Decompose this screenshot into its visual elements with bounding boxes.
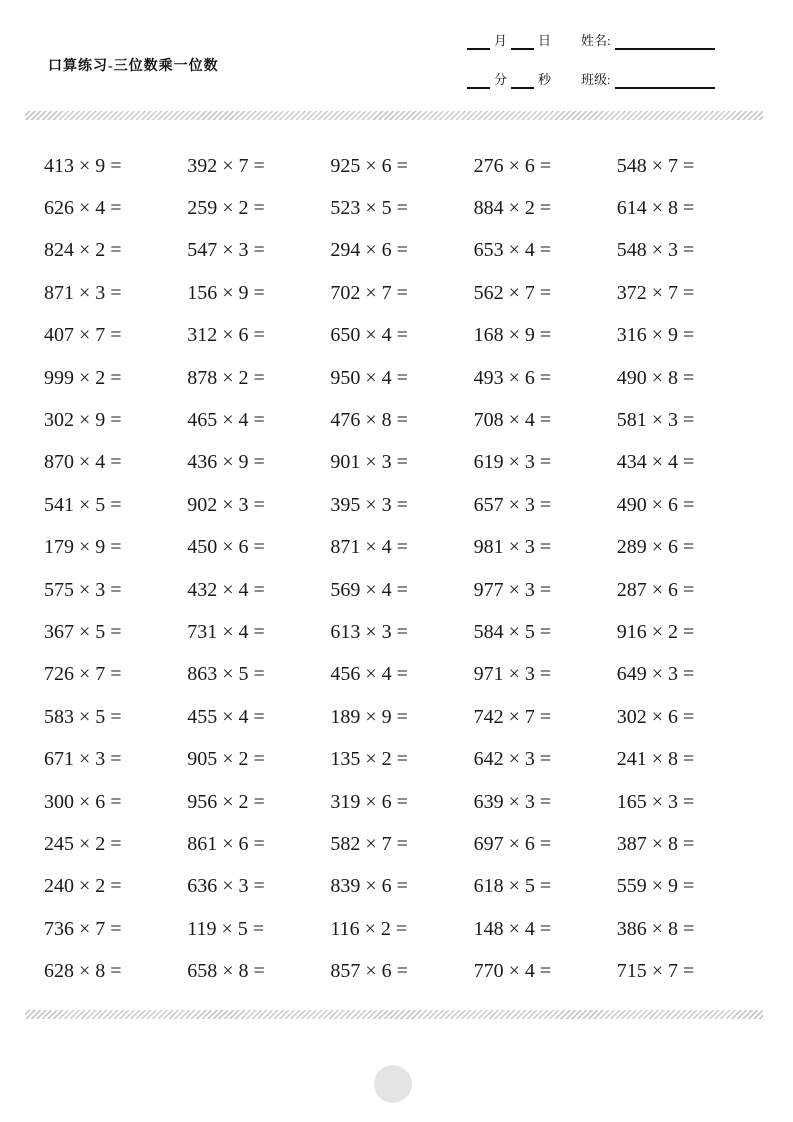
problem-cell: 465 × 4 = [187,409,265,432]
problem-cell: 861 × 6 = [187,832,265,855]
problem-cell: 319 × 6 = [330,790,408,813]
month-label: 月 [494,33,508,48]
minute-blank [467,75,490,89]
problem-cell: 971 × 3 = [473,663,552,686]
problem-cell: 165 × 3 = [616,790,695,813]
problem-cell: 287 × 6 = [616,578,695,601]
problem-cell: 179 × 9 = [44,536,122,559]
problem-cell: 407 × 7 = [44,324,122,347]
name-blank [615,36,715,50]
top-hatched-divider [25,111,763,120]
problem-cell: 742 × 7 = [473,705,552,728]
problem-cell: 569 × 4 = [330,578,408,601]
problem-cell: 870 × 4 = [44,451,122,474]
problem-cell: 618 × 5 = [473,875,552,898]
second-blank [511,75,534,89]
problem-cell: 302 × 6 = [616,705,695,728]
problem-cell: 671 × 3 = [44,748,122,771]
problem-cell: 697 × 6 = [473,832,552,855]
day-blank [511,36,534,50]
problem-cell: 715 × 7 = [616,960,695,983]
class-label: 班级: [581,72,611,87]
problem-cell: 901 × 3 = [330,451,408,474]
problem-cell: 372 × 7 = [616,281,695,304]
problem-cell: 878 × 2 = [187,366,265,389]
problem-cell: 857 × 6 = [330,960,408,983]
problem-cell: 245 × 2 = [44,832,122,855]
problem-cell: 619 × 3 = [473,451,552,474]
name-label: 姓名: [581,33,611,48]
problem-cell: 956 × 2 = [187,790,265,813]
problem-cell: 455 × 4 = [187,705,265,728]
problem-cell: 559 × 9 = [616,875,695,898]
problem-cell: 432 × 4 = [187,578,265,601]
problem-cell: 916 × 2 = [616,620,695,643]
problem-cell: 189 × 9 = [330,705,408,728]
problem-cell: 626 × 4 = [44,197,122,220]
problem-cell: 312 × 6 = [187,324,265,347]
problem-cell: 386 × 8 = [616,917,695,940]
problem-cell: 981 × 3 = [473,536,552,559]
problem-cell: 456 × 4 = [330,663,408,686]
problem-cell: 395 × 3 = [330,493,408,516]
problem-cell: 658 × 8 = [187,960,265,983]
problem-cell: 902 × 3 = [187,493,265,516]
problem-cell: 316 × 9 = [616,324,695,347]
problem-cell: 614 × 8 = [616,197,695,220]
second-label: 秒 [538,72,552,87]
problem-cell: 884 × 2 = [473,197,552,220]
day-label: 日 [538,33,552,48]
problem-cell: 581 × 3 = [616,409,695,432]
problem-cell: 653 × 4 = [473,239,552,262]
problem-cell: 628 × 8 = [44,960,122,983]
problem-cell: 639 × 3 = [473,790,552,813]
problem-cell: 736 × 7 = [44,917,122,940]
problem-cell: 116 × 2 = [330,917,408,940]
problem-cell: 582 × 7 = [330,832,408,855]
problem-cell: 523 × 5 = [330,197,408,220]
problem-cell: 476 × 8 = [330,409,408,432]
problem-cell: 562 × 7 = [473,281,552,304]
month-blank [467,36,490,50]
problem-cell: 871 × 4 = [330,536,408,559]
problem-cell: 367 × 5 = [44,620,122,643]
problem-cell: 583 × 5 = [44,705,122,728]
problem-cell: 575 × 3 = [44,578,122,601]
problem-cell: 731 × 4 = [187,620,265,643]
problem-cell: 300 × 6 = [44,790,122,813]
problem-cell: 950 × 4 = [330,366,408,389]
problem-cell: 392 × 7 = [187,154,265,177]
problem-cell: 636 × 3 = [187,875,265,898]
problems-grid [44,145,760,993]
bottom-hatched-divider [25,1010,763,1019]
problem-cell: 241 × 8 = [616,748,695,771]
problem-cell: 450 × 6 = [187,536,265,559]
problem-cell: 548 × 7 = [616,154,695,177]
problem-cell: 905 × 2 = [187,748,265,771]
page-number-dot [374,1065,412,1103]
class-blank [615,75,715,89]
problem-cell: 770 × 4 = [473,960,552,983]
problem-cell: 871 × 3 = [44,281,122,304]
problem-cell: 135 × 2 = [330,748,408,771]
problem-cell: 148 × 4 = [473,917,552,940]
problem-cell: 259 × 2 = [187,197,265,220]
problem-cell: 294 × 6 = [330,239,408,262]
problem-cell: 119 × 5 = [187,917,265,940]
problem-cell: 708 × 4 = [473,409,552,432]
problem-cell: 548 × 3 = [616,239,695,262]
problem-cell: 702 × 7 = [330,281,408,304]
problem-cell: 490 × 8 = [616,366,695,389]
problem-cell: 925 × 6 = [330,154,408,177]
problem-cell: 999 × 2 = [44,366,122,389]
problem-cell: 650 × 4 = [330,324,408,347]
problem-cell: 863 × 5 = [187,663,265,686]
problem-cell: 387 × 8 = [616,832,695,855]
problem-cell: 649 × 3 = [616,663,695,686]
page-title: 口算练习-三位数乘一位数 [48,59,219,74]
problem-cell: 547 × 3 = [187,239,265,262]
problem-cell: 839 × 6 = [330,875,408,898]
problem-cell: 434 × 4 = [616,451,695,474]
date-line [463,30,723,50]
problem-cell: 493 × 6 = [473,366,552,389]
problem-cell: 977 × 3 = [473,578,552,601]
problem-cell: 302 × 9 = [44,409,122,432]
problem-cell: 413 × 9 = [44,154,122,177]
problem-cell: 490 × 6 = [616,493,695,516]
problem-cell: 613 × 3 = [330,620,408,643]
problem-cell: 168 × 9 = [473,324,552,347]
problem-cell: 276 × 6 = [473,154,552,177]
problem-cell: 289 × 6 = [616,536,695,559]
problem-cell: 726 × 7 = [44,663,122,686]
problem-cell: 642 × 3 = [473,748,552,771]
problem-cell: 436 × 9 = [187,451,265,474]
header-fill-in-block [463,30,723,89]
problem-cell: 541 × 5 = [44,493,122,516]
problem-cell: 156 × 9 = [187,281,265,304]
problem-cell: 824 × 2 = [44,239,122,262]
problem-cell: 584 × 5 = [473,620,552,643]
problem-cell: 657 × 3 = [473,493,552,516]
problem-cell: 240 × 2 = [44,875,122,898]
time-line [463,69,723,89]
minute-label: 分 [494,72,508,87]
